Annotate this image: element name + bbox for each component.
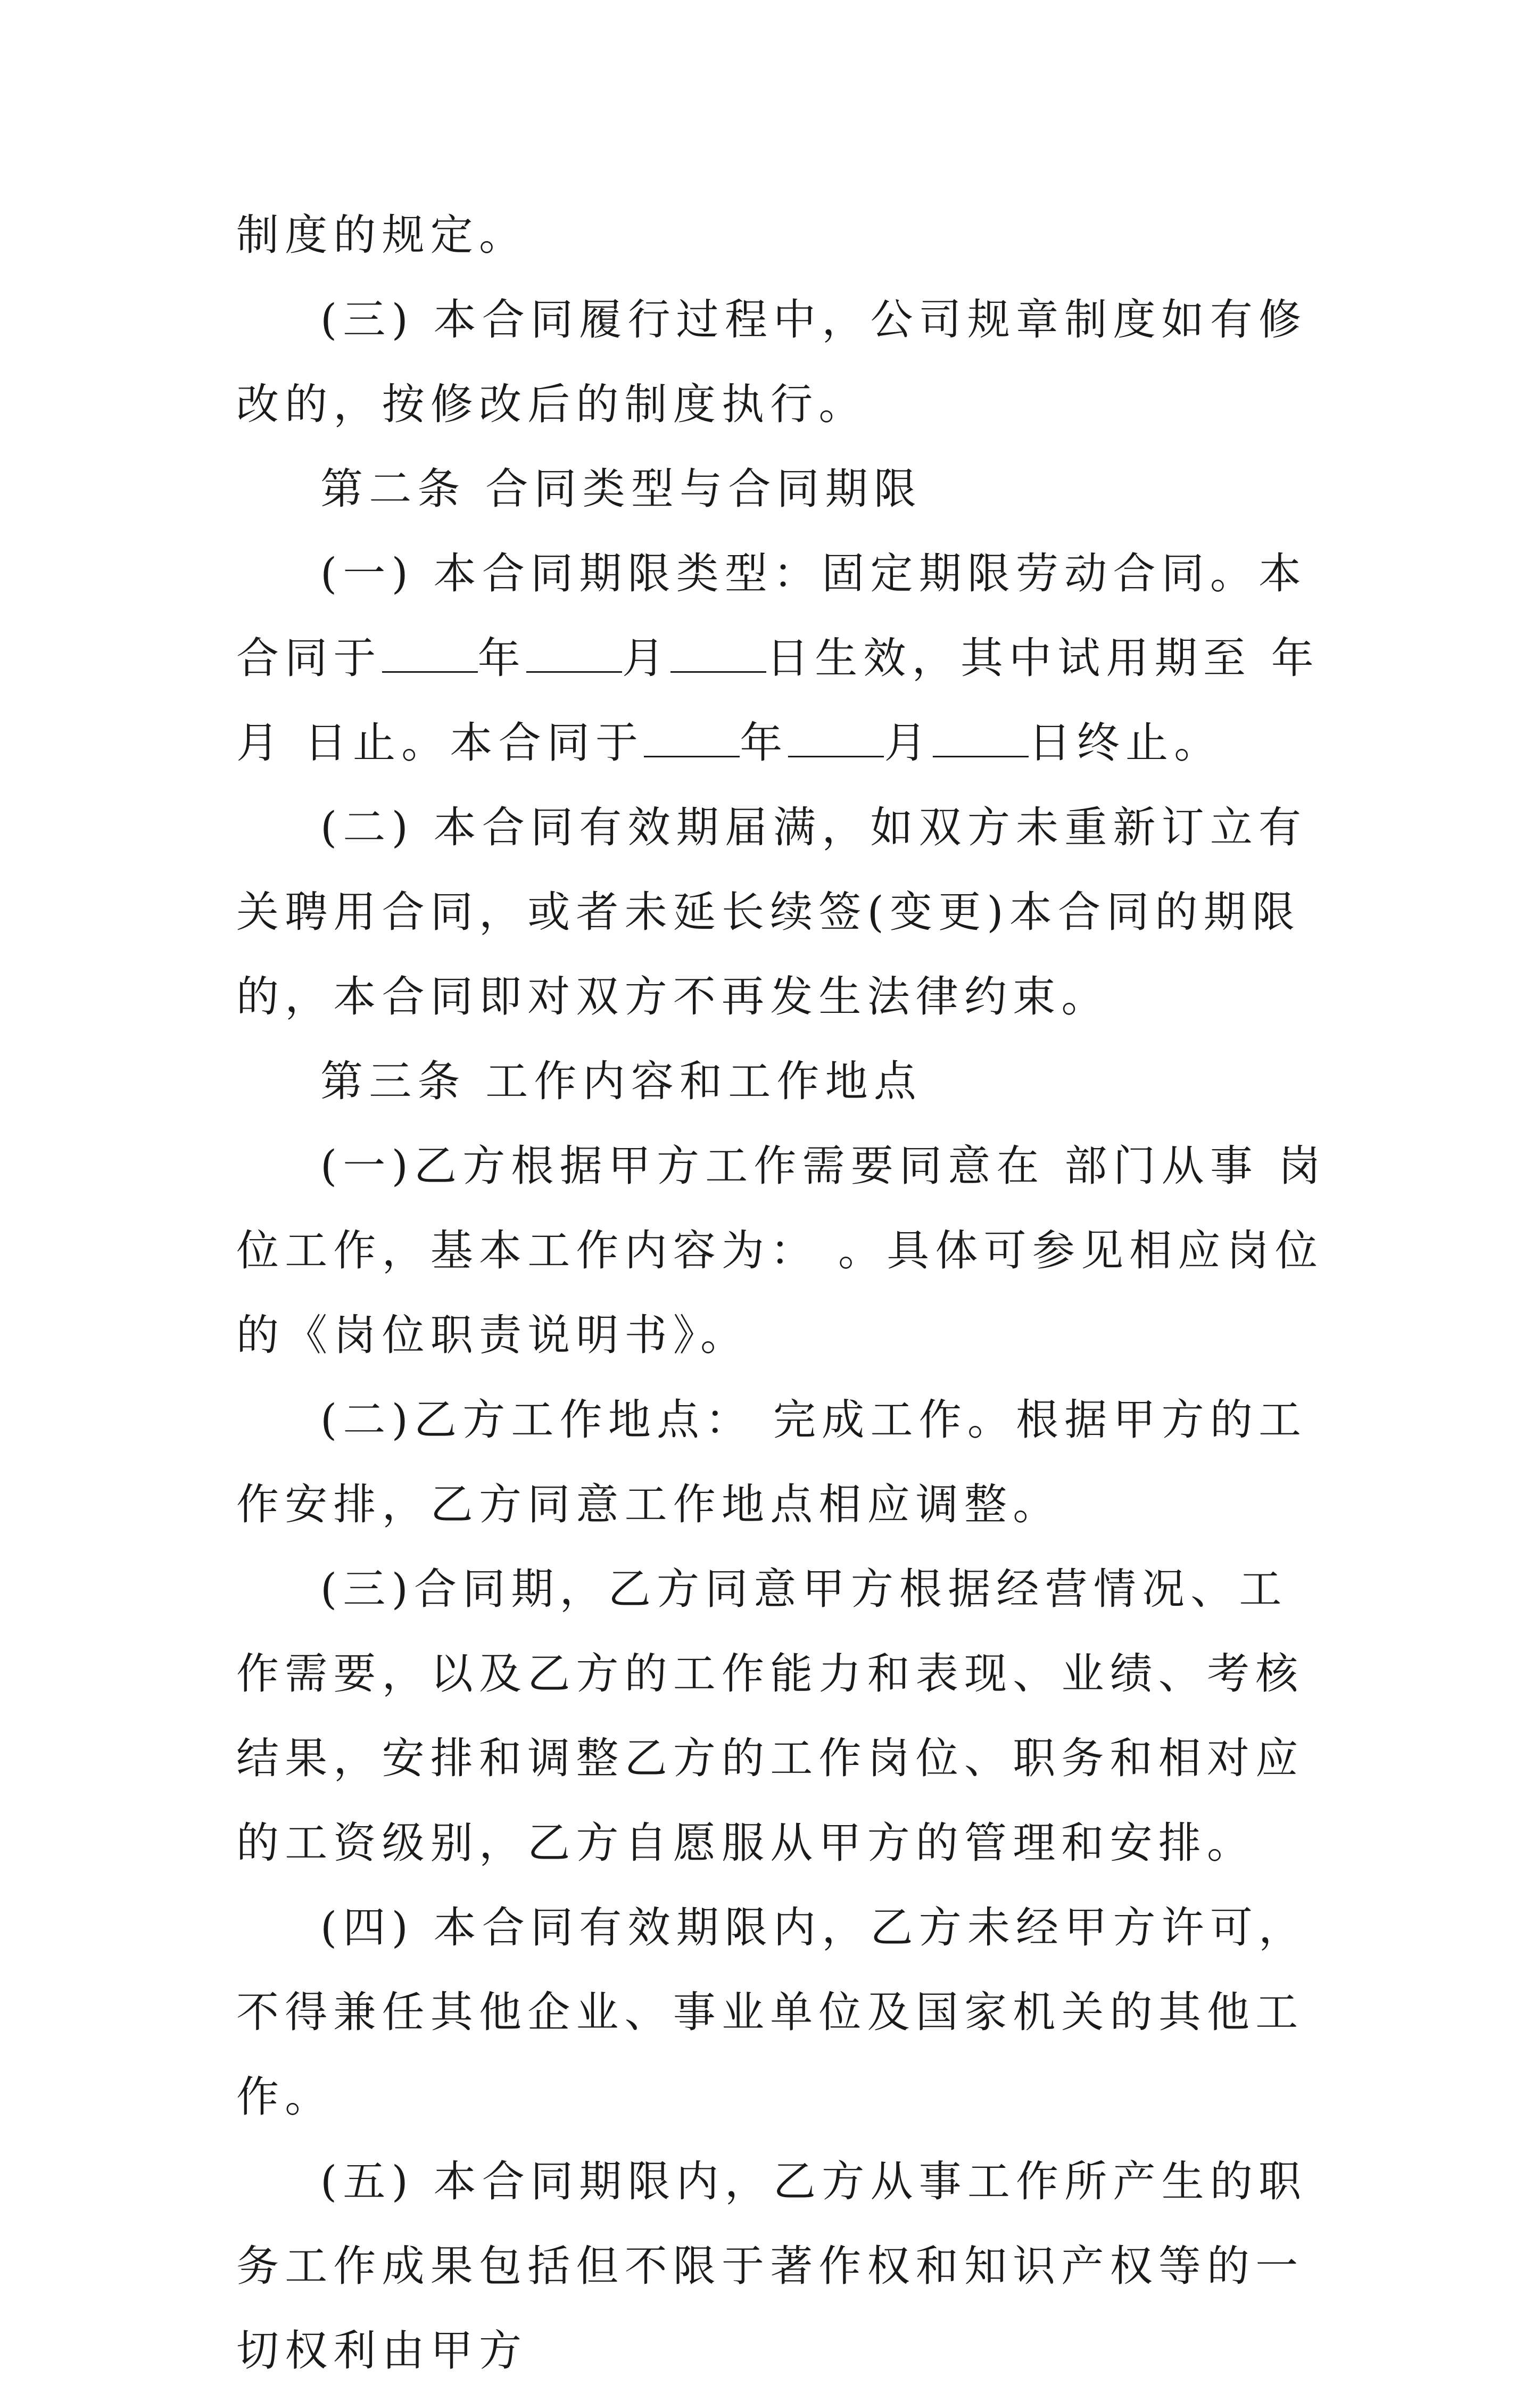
contract-term-text-1: (一) 本合同期限类型：固定期限劳动合同。本合同于	[236, 549, 1307, 683]
contract-term-text-6: 月	[884, 718, 933, 768]
article-2-heading: 第二条 合同类型与合同期限	[320, 464, 923, 514]
blank-end-year[interactable]	[644, 719, 740, 757]
paragraph-no-other-jobs: (四) 本合同有效期限内，乙方未经甲方许可，不得兼任其他企业、事业单位及国家机关的其他工作。	[236, 1903, 1307, 2122]
paragraph-work-results: (五) 本合同期限内，乙方从事工作所产生的职务工作成果包括但不限于著作权和知识产权等的一切权利由甲方	[236, 2157, 1307, 2375]
document-body	[236, 193, 1332, 2393]
blank-start-day[interactable]	[670, 634, 766, 673]
paragraph-contract-term	[236, 531, 1332, 785]
paragraph-continuation: 制度的规定。	[236, 210, 528, 260]
paragraph-job-content: (一)乙方根据甲方工作需要同意在 部门从事 岗位工作，基本工作内容为： 。具体可参见相应岗位的《岗位职责说明书》。	[236, 1141, 1327, 1360]
blank-start-month[interactable]	[526, 634, 622, 673]
blank-end-month[interactable]	[788, 719, 884, 757]
contract-term-text-3: 月	[622, 633, 671, 683]
contract-term-text-4: 日生效，其中试用期至 年 月 日止。本合同于	[236, 633, 1320, 768]
paragraph-work-location: (二)乙方工作地点： 完成工作。根据甲方的工作安排，乙方同意工作地点相应调整。	[236, 1395, 1307, 1529]
blank-start-year[interactable]	[382, 634, 478, 673]
blank-end-day[interactable]	[933, 719, 1029, 757]
contract-term-text-7: 日终止。	[1028, 718, 1223, 768]
paragraph-contract-expiry: (二) 本合同有效期届满，如双方未重新订立有关聘用合同，或者未延长续签(变更)本合同的期限的，本合同即对双方不再发生法律约束。	[236, 803, 1307, 1021]
paragraph-position-adjustment: (三)合同期，乙方同意甲方根据经营情况、工作需要，以及乙方的工作能力和表现、业绩、考核结果，安排和调整乙方的工作岗位、职务和相对应的工资级别，乙方自愿服从甲方的管理和安排。	[236, 1564, 1304, 1868]
contract-term-text-2: 年	[477, 633, 526, 683]
paragraph-rules-revision: (三) 本合同履行过程中，公司规章制度如有修改的，按修改后的制度执行。	[236, 295, 1307, 429]
article-3-heading: 第三条 工作内容和工作地点	[320, 1057, 923, 1106]
contract-term-text-5: 年	[740, 718, 789, 768]
